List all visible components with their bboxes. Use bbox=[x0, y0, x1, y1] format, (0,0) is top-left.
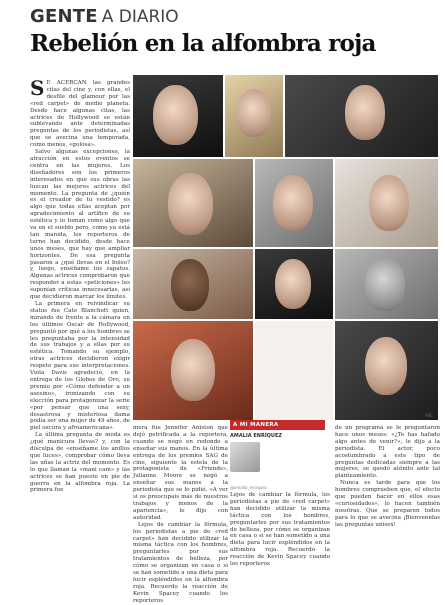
photo-julianne-moore bbox=[133, 321, 253, 420]
photo-empty-space bbox=[255, 321, 333, 420]
article-column-4 bbox=[335, 425, 440, 543]
article-column-1 bbox=[30, 76, 130, 540]
article-column-3 bbox=[230, 492, 330, 568]
article-paragraph: La primera en reivindicar su status fue Cate Blanchett quien, mirando de frente a la cámara en los últimos Óscar de Hollywood, preguntó por qué a los hombres se les preguntaba por la intensidad de sus trabajos y a ellas por su estética. Tomando su ejemplo, otras actrices decidieron exigir respeto para sus interpretaciones. Viola Davis agradeció, en la entrega de los Globos de Oro, su premio por «Cómo defender a un asesino», ironizando con su elección para protagonizar la serie «por pensar que una sexy, desastrosa y misteriosa dama podía ser una mujer de 49 años, de piel oscura y afroamericana». bbox=[30, 301, 130, 432]
article-paragraph: mera fue Jennifer Aniston que dejó petrificada a la reportera, cuando se negó en redondo a enseñar sus manos. En la última entrega de los premios SAG de cine, siguiente la estela de la protagonista de «Friends», Julianne Moore se negó a enseñar sus manos a la periodista que se lo pidió. «A ver si os preocupais más de nuestros trabajos y menos de la apariencia», le dijo con autoridad. bbox=[133, 425, 228, 521]
photo-man-dark-hair bbox=[255, 249, 333, 319]
section-name-light: A DIARIO bbox=[101, 7, 179, 27]
portrait-face bbox=[153, 85, 198, 145]
photo-cate-blanchett bbox=[133, 75, 223, 157]
photo-viola-davis bbox=[133, 249, 253, 319]
section-header bbox=[30, 6, 179, 26]
columnist-bar-label: A MI MANERA bbox=[233, 422, 279, 428]
dropcap: S bbox=[30, 76, 45, 100]
article-paragraph: La última pregunta de moda es ¿qué manicura llevas? y, con la disculpa de «enséñame los anillos que luces», comprobar cómo lleva las uñas la actriz del momento. Es lo que llaman la «mani cam» y las actrices se han puesto en pie de guerra en la alfombra roja. La primera fue bbox=[30, 432, 130, 494]
section-name-bold: GENTE bbox=[30, 6, 98, 27]
photo-man-grey-hair bbox=[335, 159, 438, 247]
photo-woman-blonde bbox=[225, 75, 283, 157]
photo-jennifer-aniston bbox=[255, 159, 333, 247]
article-paragraph: Lejos de cambiar la fórmula, los periodistas a pie de «red carpet» han decidido utilizar la misma táctica con los hombres, preguntarles por sus tratamientos de belleza, por cómo se organizan en casa o si se han sometido a una dieta para lucir espléndidos en la alfombra roja. Recuerdo la reacción de Kevin Spacey cuando los reporteros bbox=[230, 492, 330, 568]
photo-angelina-jolie bbox=[133, 159, 253, 247]
photo-credit: ABC bbox=[425, 413, 434, 418]
portrait-face bbox=[369, 175, 409, 231]
portrait-face bbox=[168, 173, 213, 235]
article-column-2 bbox=[133, 425, 228, 604]
portrait-face bbox=[171, 339, 215, 401]
portrait-face bbox=[275, 259, 311, 309]
article-paragraph: Lejos de cambiar la fórmula, los periodistas a pie de «red carpet» han decidido utilizar la misma táctica con los hombres, preguntarles por sus tratamientos de belleza, por cómo se organizan en casa o si se han sometido a una dieta para lucir espléndidos en la alfombra roja. Recuerdo la reacción de Kevin Spacey cuando los reporteros bbox=[133, 521, 228, 604]
article-paragraph: E ACERCAN las grandes citas del cine y, con ellas, el desfile del glamour por las «red carpet» de medio planeta. Desde hace algunas citas, las actrices de Hollywood se están sublevando ante determinadas preguntas de los periodistas, así que se avecina una temporada, como menos, «golosa». bbox=[30, 80, 130, 149]
article-paragraph: Nunca es tarde para que los hombres comprueben que, el efecto que pueden hacer en ellos esas «curiosidades», lo hacen también nosotras. Que se preparen todos para lo que se avecina ¡Bienvenidas las preguntas unisex! bbox=[335, 480, 440, 528]
portrait-face bbox=[345, 85, 385, 140]
page-title: Rebelión en la alfombra roja bbox=[30, 30, 376, 57]
columnist-twitter: @amalia_enriquez bbox=[230, 485, 267, 490]
photo-collage bbox=[133, 75, 438, 420]
photo-man-beard bbox=[335, 321, 438, 420]
portrait-face bbox=[273, 175, 313, 231]
columnist-bar bbox=[230, 420, 325, 430]
article-paragraph: de un programa se le preguntaron hace unos meses: «¿Te has hafado algo antes de venir?», le dijo a la periodista. El actor, poco acostumbrado a este tipo de preguntas dedicadas siempre a las mujeres, se quedó atónito ante tal planteamiento. bbox=[335, 425, 440, 480]
columnist-box bbox=[230, 420, 325, 472]
portrait-face bbox=[237, 89, 271, 137]
portrait-face bbox=[171, 259, 209, 311]
portrait-face bbox=[365, 337, 407, 395]
columnist-photo bbox=[230, 442, 260, 472]
photo-kevin-spacey bbox=[335, 249, 438, 319]
columnist-name: AMALIA ENRÍQUEZ bbox=[230, 433, 283, 439]
portrait-face bbox=[365, 257, 405, 311]
article-paragraph: Salvo algunas excepciones, la atracción en estos eventos se centra en las mujeres. Los diseñadores son los primeros interesados en que sus obras las luzcan las mejores actrices del momento. La pregunta de ¿quién es el creador de tu vestido? es algo que todas ellas aceptan por agradecimiento al artífice de su estética y lo toman como algo que va en el sueldo pero, como ya está tan manida, los reporteros de turno han decidido, desde hace unos meses, que hay que ampliar horizontes. De esa pregunta pasaron a ¿qué llevas en el bolso? y, luego, enséñame tus zapatos. Algunas actrices comprobaron que responder a estas «peticiones» les suponían críticas innecesarias, así que decidieron marcar los límites. bbox=[30, 149, 130, 301]
photo-man-suit bbox=[285, 75, 438, 157]
